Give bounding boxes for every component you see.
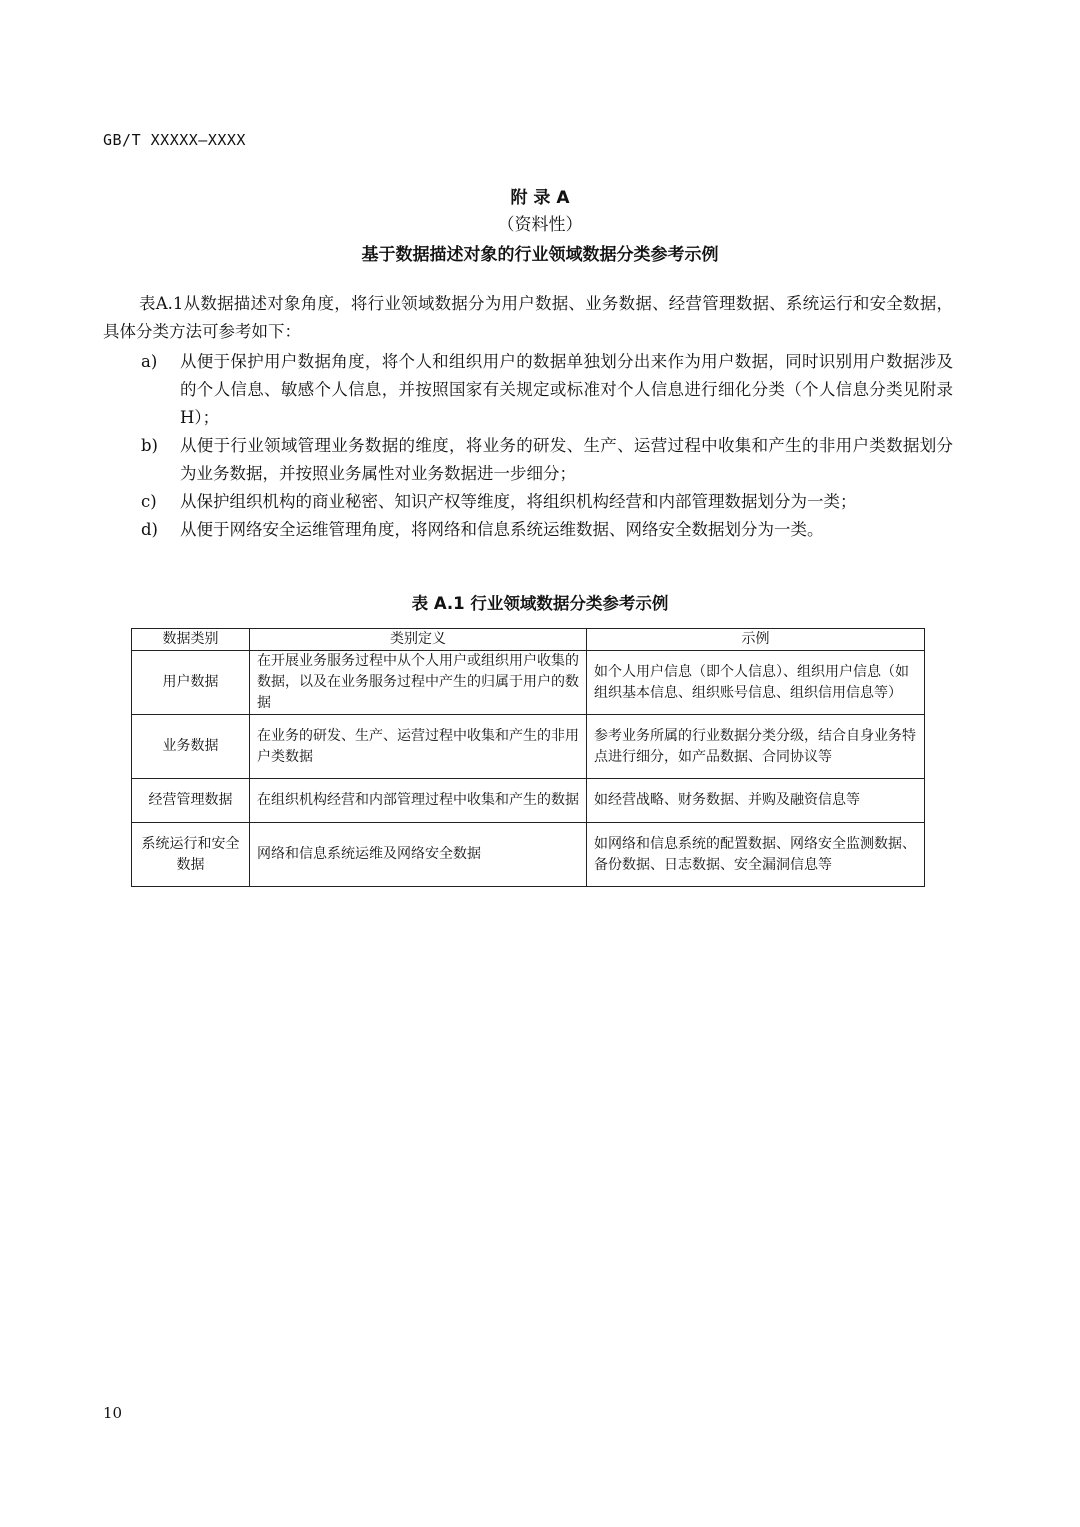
list-item-text: 从便于网络安全运维管理角度，将网络和信息系统运维数据、网络安全数据划分为一类。 [180,520,824,539]
annex-label: 附 录 A [510,188,570,208]
list-item-text: 从便于行业领域管理业务数据的维度，将业务的研发、生产、运营过程中收集和产生的非用户类数据划分为业务数据，并按照业务属性对业务数据进一步细分； [180,436,953,483]
cell-example: 如网络和信息系统的配置数据、网络安全监测数据、备份数据、日志数据、安全漏洞信息等 [587,823,925,887]
cell-definition: 网络和信息系统运维及网络安全数据 [250,823,587,887]
cell-definition: 在组织机构经营和内部管理过程中收集和产生的数据 [250,779,587,823]
cell-example: 如个人用户信息（即个人信息）、组织用户信息（如组织基本信息、组织账号信息、组织信用信息等） [587,651,925,715]
list-item-text: 从保护组织机构的商业秘密、知识产权等维度，将组织机构经营和内部管理数据划分为一类； [180,492,857,511]
page-number: 10 [103,1404,123,1422]
header-example: 示例 [587,629,925,651]
cell-definition: 在开展业务服务过程中从个人用户或组织用户收集的数据，以及在业务服务过程中产生的归属于用户的数据 [250,651,587,715]
cell-category: 用户数据 [132,651,250,715]
table-caption: 表 A.1 行业领域数据分类参考示例 [411,594,669,613]
header-category: 数据类别 [132,629,250,651]
table-row [132,823,925,887]
list-item [103,516,953,544]
cell-category: 经营管理数据 [132,779,250,823]
cell-example: 参考业务所属的行业数据分类分级，结合自身业务特点进行细分，如产品数据、合同协议等 [587,715,925,779]
list-item [103,432,953,488]
cell-definition: 在业务的研发、生产、运营过程中收集和产生的非用户类数据 [250,715,587,779]
intro-paragraph: 表A.1从数据描述对象角度，将行业领域数据分为用户数据、业务数据、经营管理数据、系统运行和安全数据，具体分类方法可参考如下： [103,294,953,341]
list-marker: b) [141,436,158,455]
list-item [103,348,953,432]
cell-category: 系统运行和安全数据 [132,823,250,887]
table-row [132,651,925,715]
document-code: GB/T XXXXX—XXXX [103,131,246,149]
table-row [132,779,925,823]
list-item-text: 从便于保护用户数据角度，将个人和组织用户的数据单独划分出来作为用户数据，同时识别用户数据涉及的个人信息、敏感个人信息，并按照国家有关规定或标准对个人信息进行细化分类（个人信息分类见附录H）； [180,352,953,427]
cell-example: 如经营战略、财务数据、并购及融资信息等 [587,779,925,823]
table-row [132,715,925,779]
list-item [103,488,953,516]
header-definition: 类别定义 [250,629,587,651]
classification-table [131,628,925,887]
classification-list [103,348,953,544]
list-marker: d) [141,520,158,539]
list-marker: c) [141,492,157,511]
annex-heading: 基于数据描述对象的行业领域数据分类参考示例 [361,245,719,265]
annex-nature: （资料性） [497,215,583,235]
table-header-row [132,629,925,651]
cell-category: 业务数据 [132,715,250,779]
list-marker: a) [141,352,158,371]
